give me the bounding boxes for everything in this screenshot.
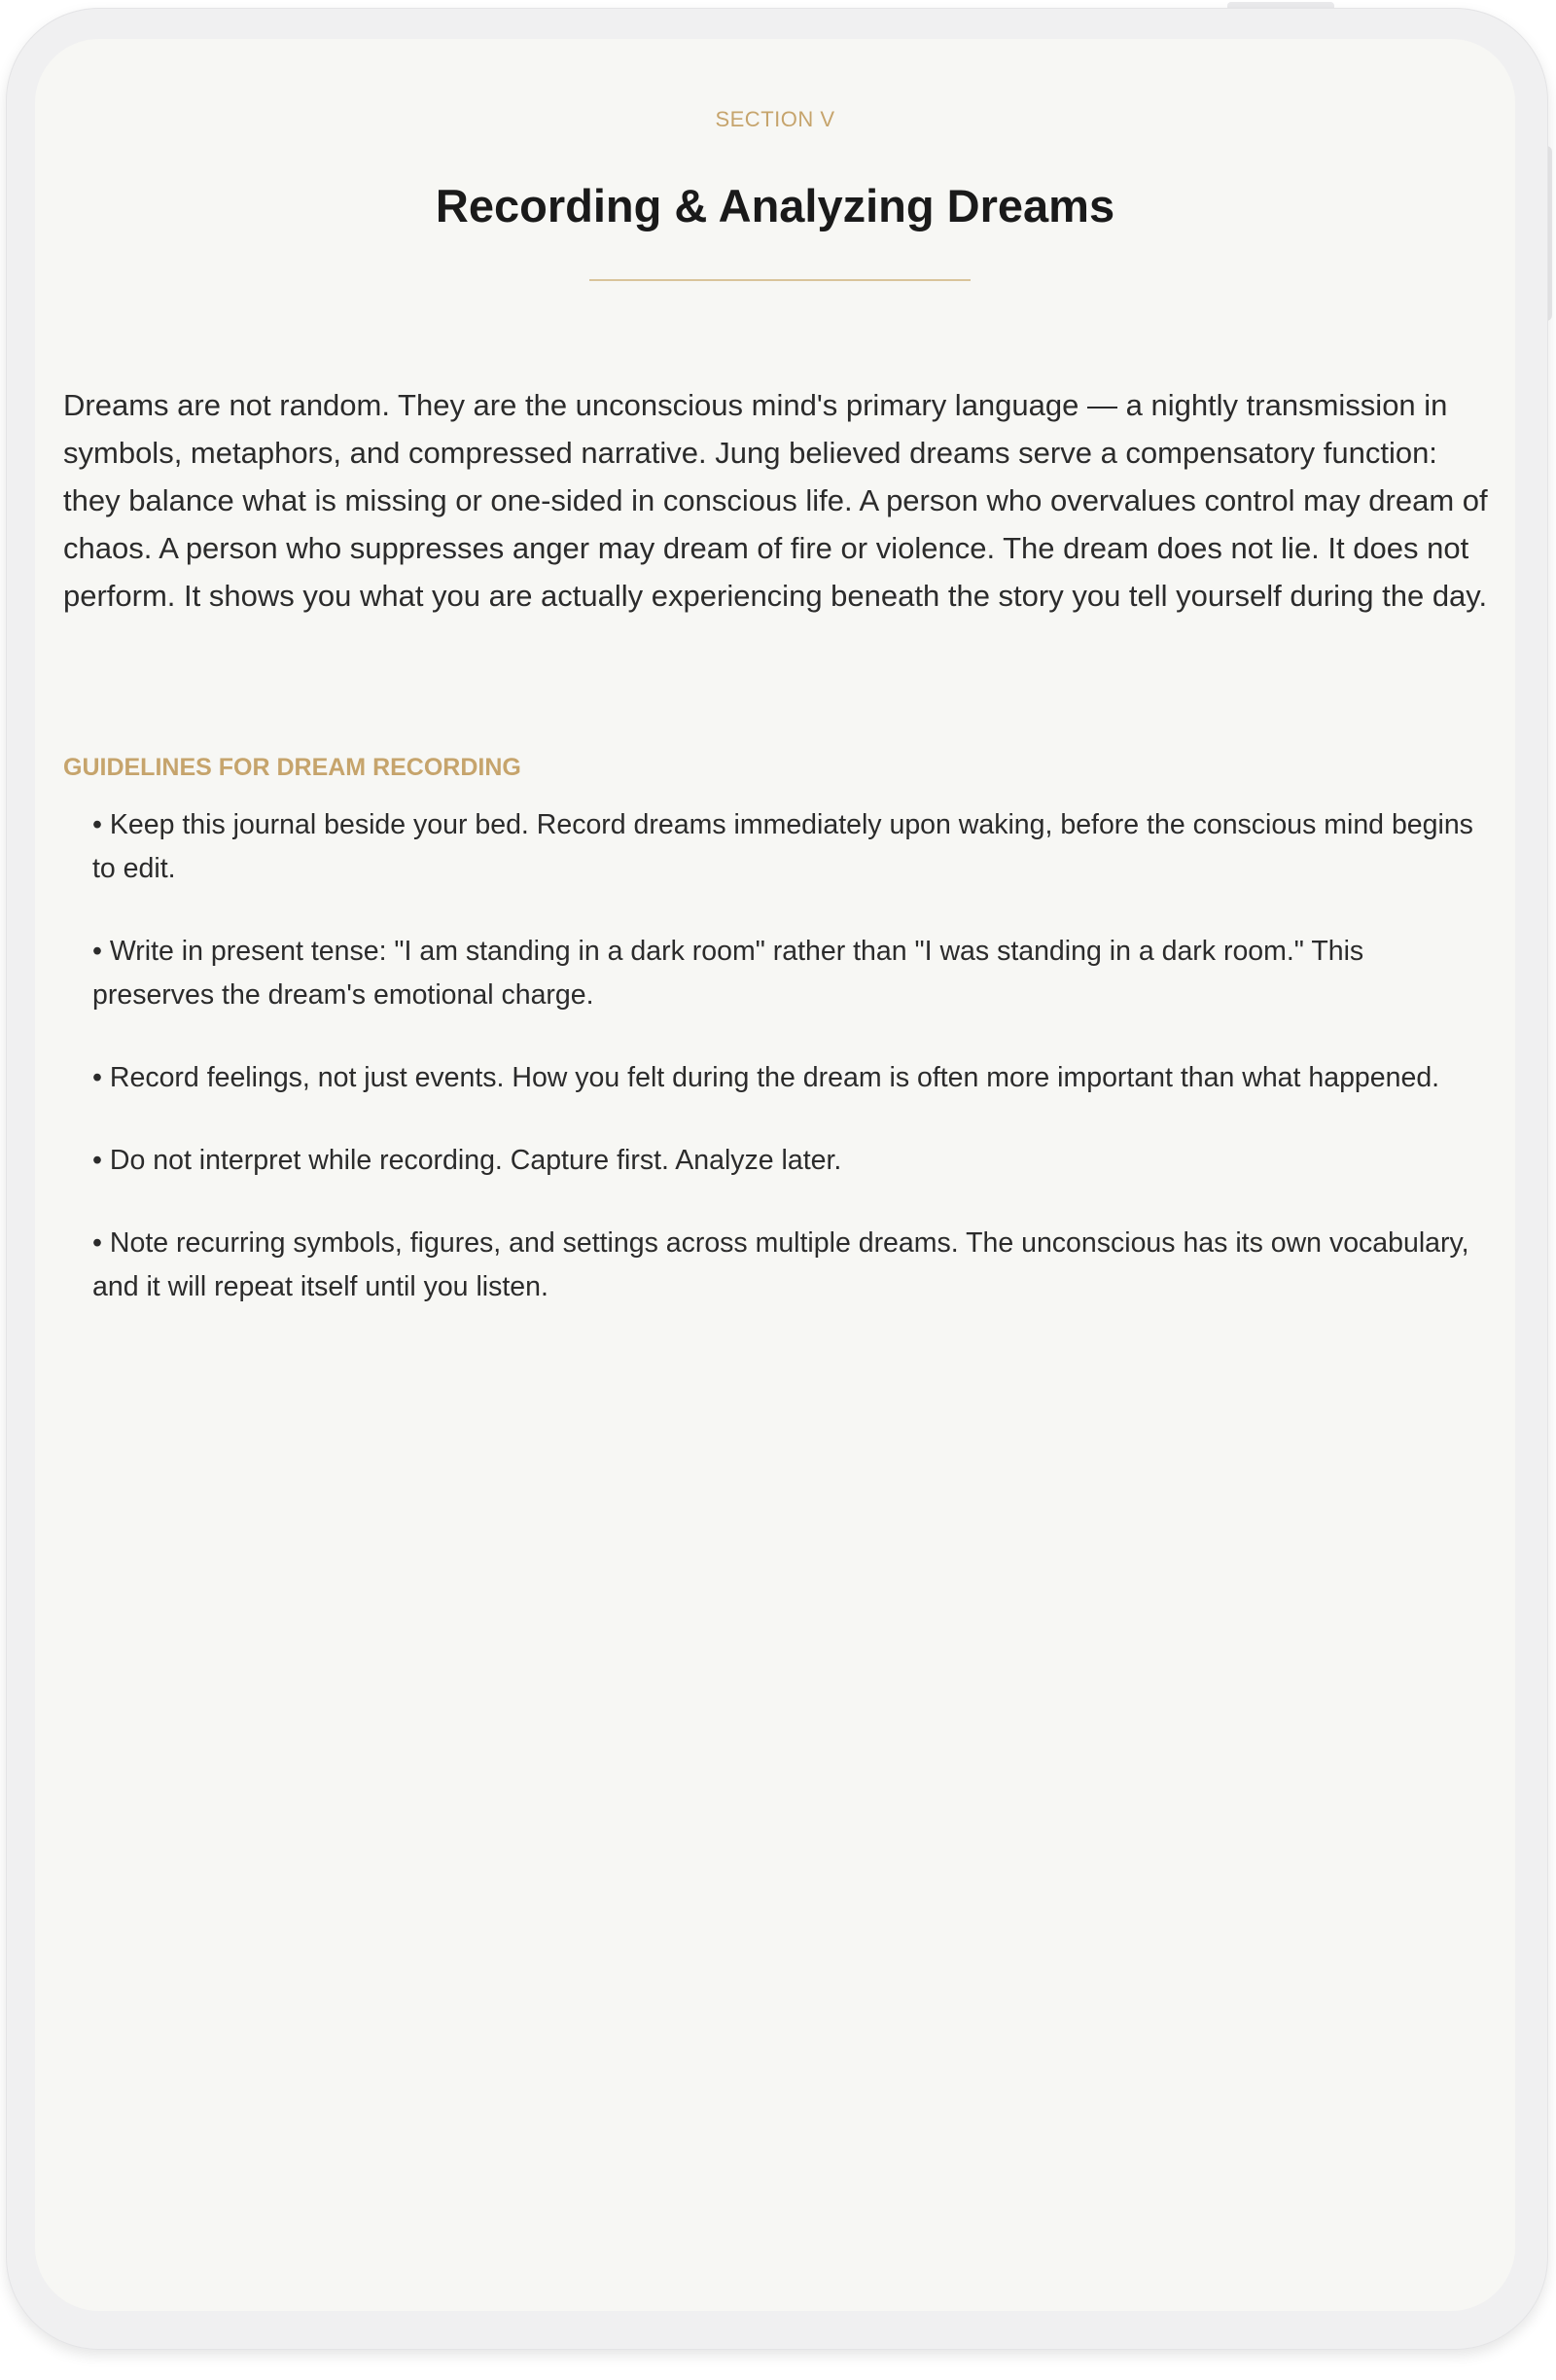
guideline-item: • Note recurring symbols, figures, and settings across multiple dreams. The unconscious has its own vocabulary, and it will repeat itself until you listen. — [92, 1227, 1469, 1302]
guideline-item: • Record feelings, not just events. How you felt during the dream is often more important than what happened. — [92, 1062, 1440, 1093]
guidelines-list — [92, 803, 1493, 1348]
guideline-item: • Do not interpret while recording. Capture first. Analyze later. — [92, 1145, 842, 1176]
tablet-screen[interactable] — [35, 39, 1515, 2311]
page-title: Recording & Analyzing Dreams — [435, 180, 1115, 231]
guideline-item: • Write in present tense: "I am standing in a dark room" rather than "I was standing in a dark room." This preserves the dream's emotional charge. — [92, 936, 1364, 1011]
intro-paragraph: Dreams are not random. They are the unconscious mind's primary language — a nightly transmission in symbols, metaphors, and compressed narrative. Jung believed dreams serve a compensatory function: they balance what is missing or one-sided in conscious life. A person who overvalues control may dream of chaos. A person who suppresses anger may dream of fire or violence. The dream does not lie. It does not perform. It shows you what you are actually experiencing beneath the story you tell yourself during the day. — [63, 388, 1488, 613]
section-label: SECTION V — [715, 107, 835, 131]
guidelines-heading: GUIDELINES FOR DREAM RECORDING — [63, 754, 521, 781]
title-divider — [589, 279, 971, 281]
guideline-item: • Keep this journal beside your bed. Record dreams immediately upon waking, before the conscious mind begins to edit. — [92, 809, 1473, 884]
